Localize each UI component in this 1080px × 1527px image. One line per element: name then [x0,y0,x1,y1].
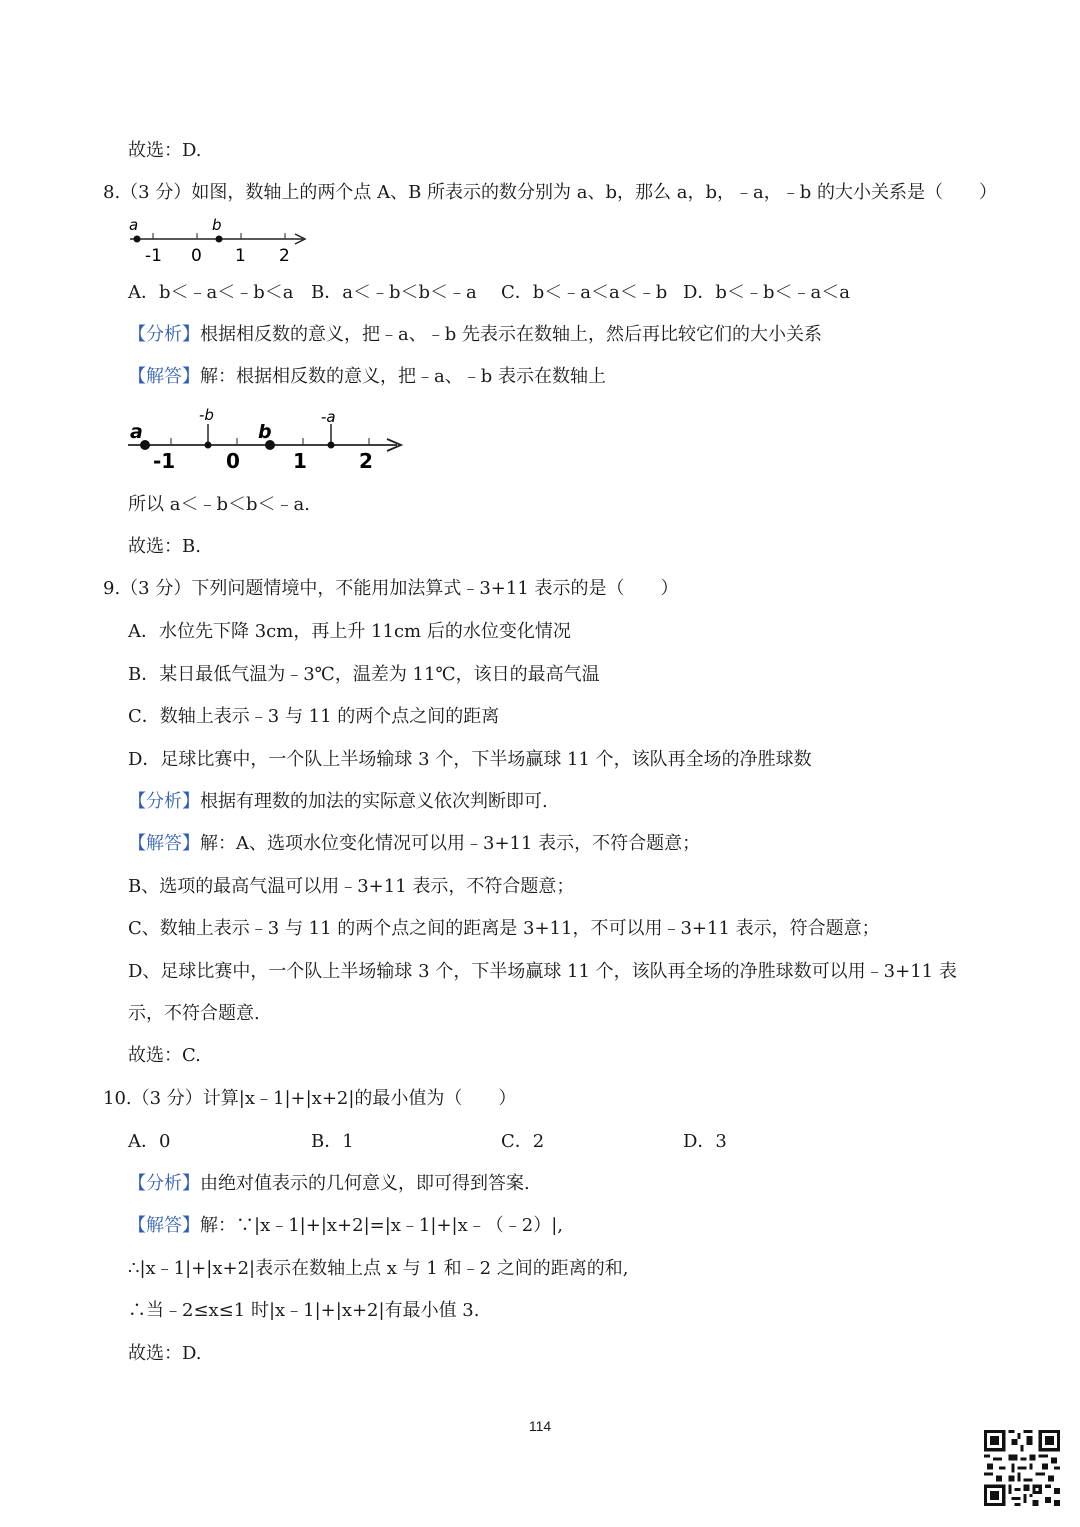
solution-tag: 【解答】 [128,1215,200,1236]
q10-option-c: C．2 [501,1131,545,1152]
q8-stem: 8.（3 分）如图，数轴上的两个点 A、B 所表示的数分别为 a、b，那么 a，b，﹣a，﹣b 的大小关系是（ ） [103,182,997,203]
q10-solution-line: ∴当﹣2≤x≤1 时|x﹣1|+|x+2|有最小值 3. [128,1300,480,1321]
label-a: a [129,216,139,234]
q8-options [0,281,1080,305]
label-b: b [212,216,222,234]
q8-option-b: B．a＜﹣b＜b＜﹣a [311,282,477,303]
point-neg-b [205,442,212,449]
q10-option-d: D．3 [683,1131,727,1152]
q9-option-d: D．足球比赛中，一个队上半场输球 3 个，下半场赢球 11 个，该队再全场的净胜球数 [128,749,812,770]
solution-tag: 【解答】 [128,833,200,854]
page-number: 114 [528,1418,552,1434]
tick-label: 0 [191,246,202,266]
label-b: b [258,421,272,443]
tick-label: -1 [145,246,162,266]
q10-analysis: 【分析】由绝对值表示的几何意义，即可得到答案. [128,1173,530,1194]
label-neg-b: -b [199,406,214,424]
q10-stem: 10.（3 分）计算|x﹣1|+|x+2|的最小值为（ ） [103,1088,517,1109]
q8-option-d: D．b＜﹣b＜﹣a＜a [683,282,850,303]
q7-answer: 故选：D. [128,140,202,161]
label-neg-a: -a [321,408,336,426]
q9-stem: 9.（3 分）下列问题情境中，不能用加法算式﹣3+11 表示的是（ ） [103,578,679,599]
tick-label: 2 [279,246,290,266]
tick-label: 2 [359,449,373,473]
q8-answer: 故选：B. [128,536,201,557]
q9-solution-line: 示，不符合题意. [128,1003,260,1024]
point-a [134,236,141,243]
q9-option-a: A．水位先下降 3cm，再上升 11cm 后的水位变化情况 [128,621,571,642]
q8-option-c: C．b＜﹣a＜a＜﹣b [501,282,668,303]
q8-option-a: A．b＜﹣a＜﹣b＜a [128,282,294,303]
q10-option-b: B．1 [311,1131,354,1152]
label-a: a [130,421,143,443]
q10-solution-line: ∴|x﹣1|+|x+2|表示在数轴上点 x 与 1 和﹣2 之间的距离的和, [128,1258,629,1279]
q8-solution: 【解答】解：根据相反数的意义，把﹣a、﹣b 表示在数轴上 [128,366,606,387]
tick-label: 1 [235,246,246,266]
q9-analysis: 【分析】根据有理数的加法的实际意义依次判断即可. [128,791,548,812]
q10-option-a: A．0 [128,1131,171,1152]
q9-solution-line: B、选项的最高气温可以用﹣3+11 表示，不符合题意； [128,876,575,897]
q8-analysis: 【分析】根据相反数的意义，把﹣a、﹣b 先表示在数轴上，然后再比较它们的大小关系 [128,324,822,345]
q9-option-b: B．某日最低气温为﹣3℃，温差为 11℃，该日的最高气温 [128,664,600,685]
q9-solution-line: D、足球比赛中，一个队上半场输球 3 个，下半场赢球 11 个，该队再全场的净胜球数可以用﹣3+11 表 [128,961,957,982]
q8-number-line-figure [125,212,315,268]
tick-label: 0 [226,449,240,473]
q10-solution: 【解答】解：∵|x﹣1|+|x+2|=|x﹣1|+|x﹣（﹣2）|, [128,1215,563,1236]
q8-solution-number-line-figure [125,402,410,474]
point-neg-a [328,442,335,449]
q9-option-c: C．数轴上表示﹣3 与 11 的两个点之间的距离 [128,706,500,727]
tick-label: 1 [293,449,307,473]
analysis-tag: 【分析】 [128,1173,200,1194]
tick-label: -1 [153,449,176,473]
analysis-tag: 【分析】 [128,324,200,345]
q9-answer: 故选：C. [128,1045,201,1066]
q10-options [0,1130,1080,1154]
q10-answer: 故选：D. [128,1343,202,1364]
q9-solution: 【解答】解：A、选项水位变化情况可以用﹣3+11 表示，不符合题意； [128,833,701,854]
q8-conclusion: 所以 a＜﹣b＜b＜﹣a. [128,494,310,515]
analysis-tag: 【分析】 [128,791,200,812]
q9-solution-line: C、数轴上表示﹣3 与 11 的两个点之间的距离是 3+11，不可以用﹣3+11 表示，符合题意； [128,918,880,939]
qr-code-icon [984,1430,1060,1506]
solution-tag: 【解答】 [128,366,200,387]
point-b [216,236,223,243]
